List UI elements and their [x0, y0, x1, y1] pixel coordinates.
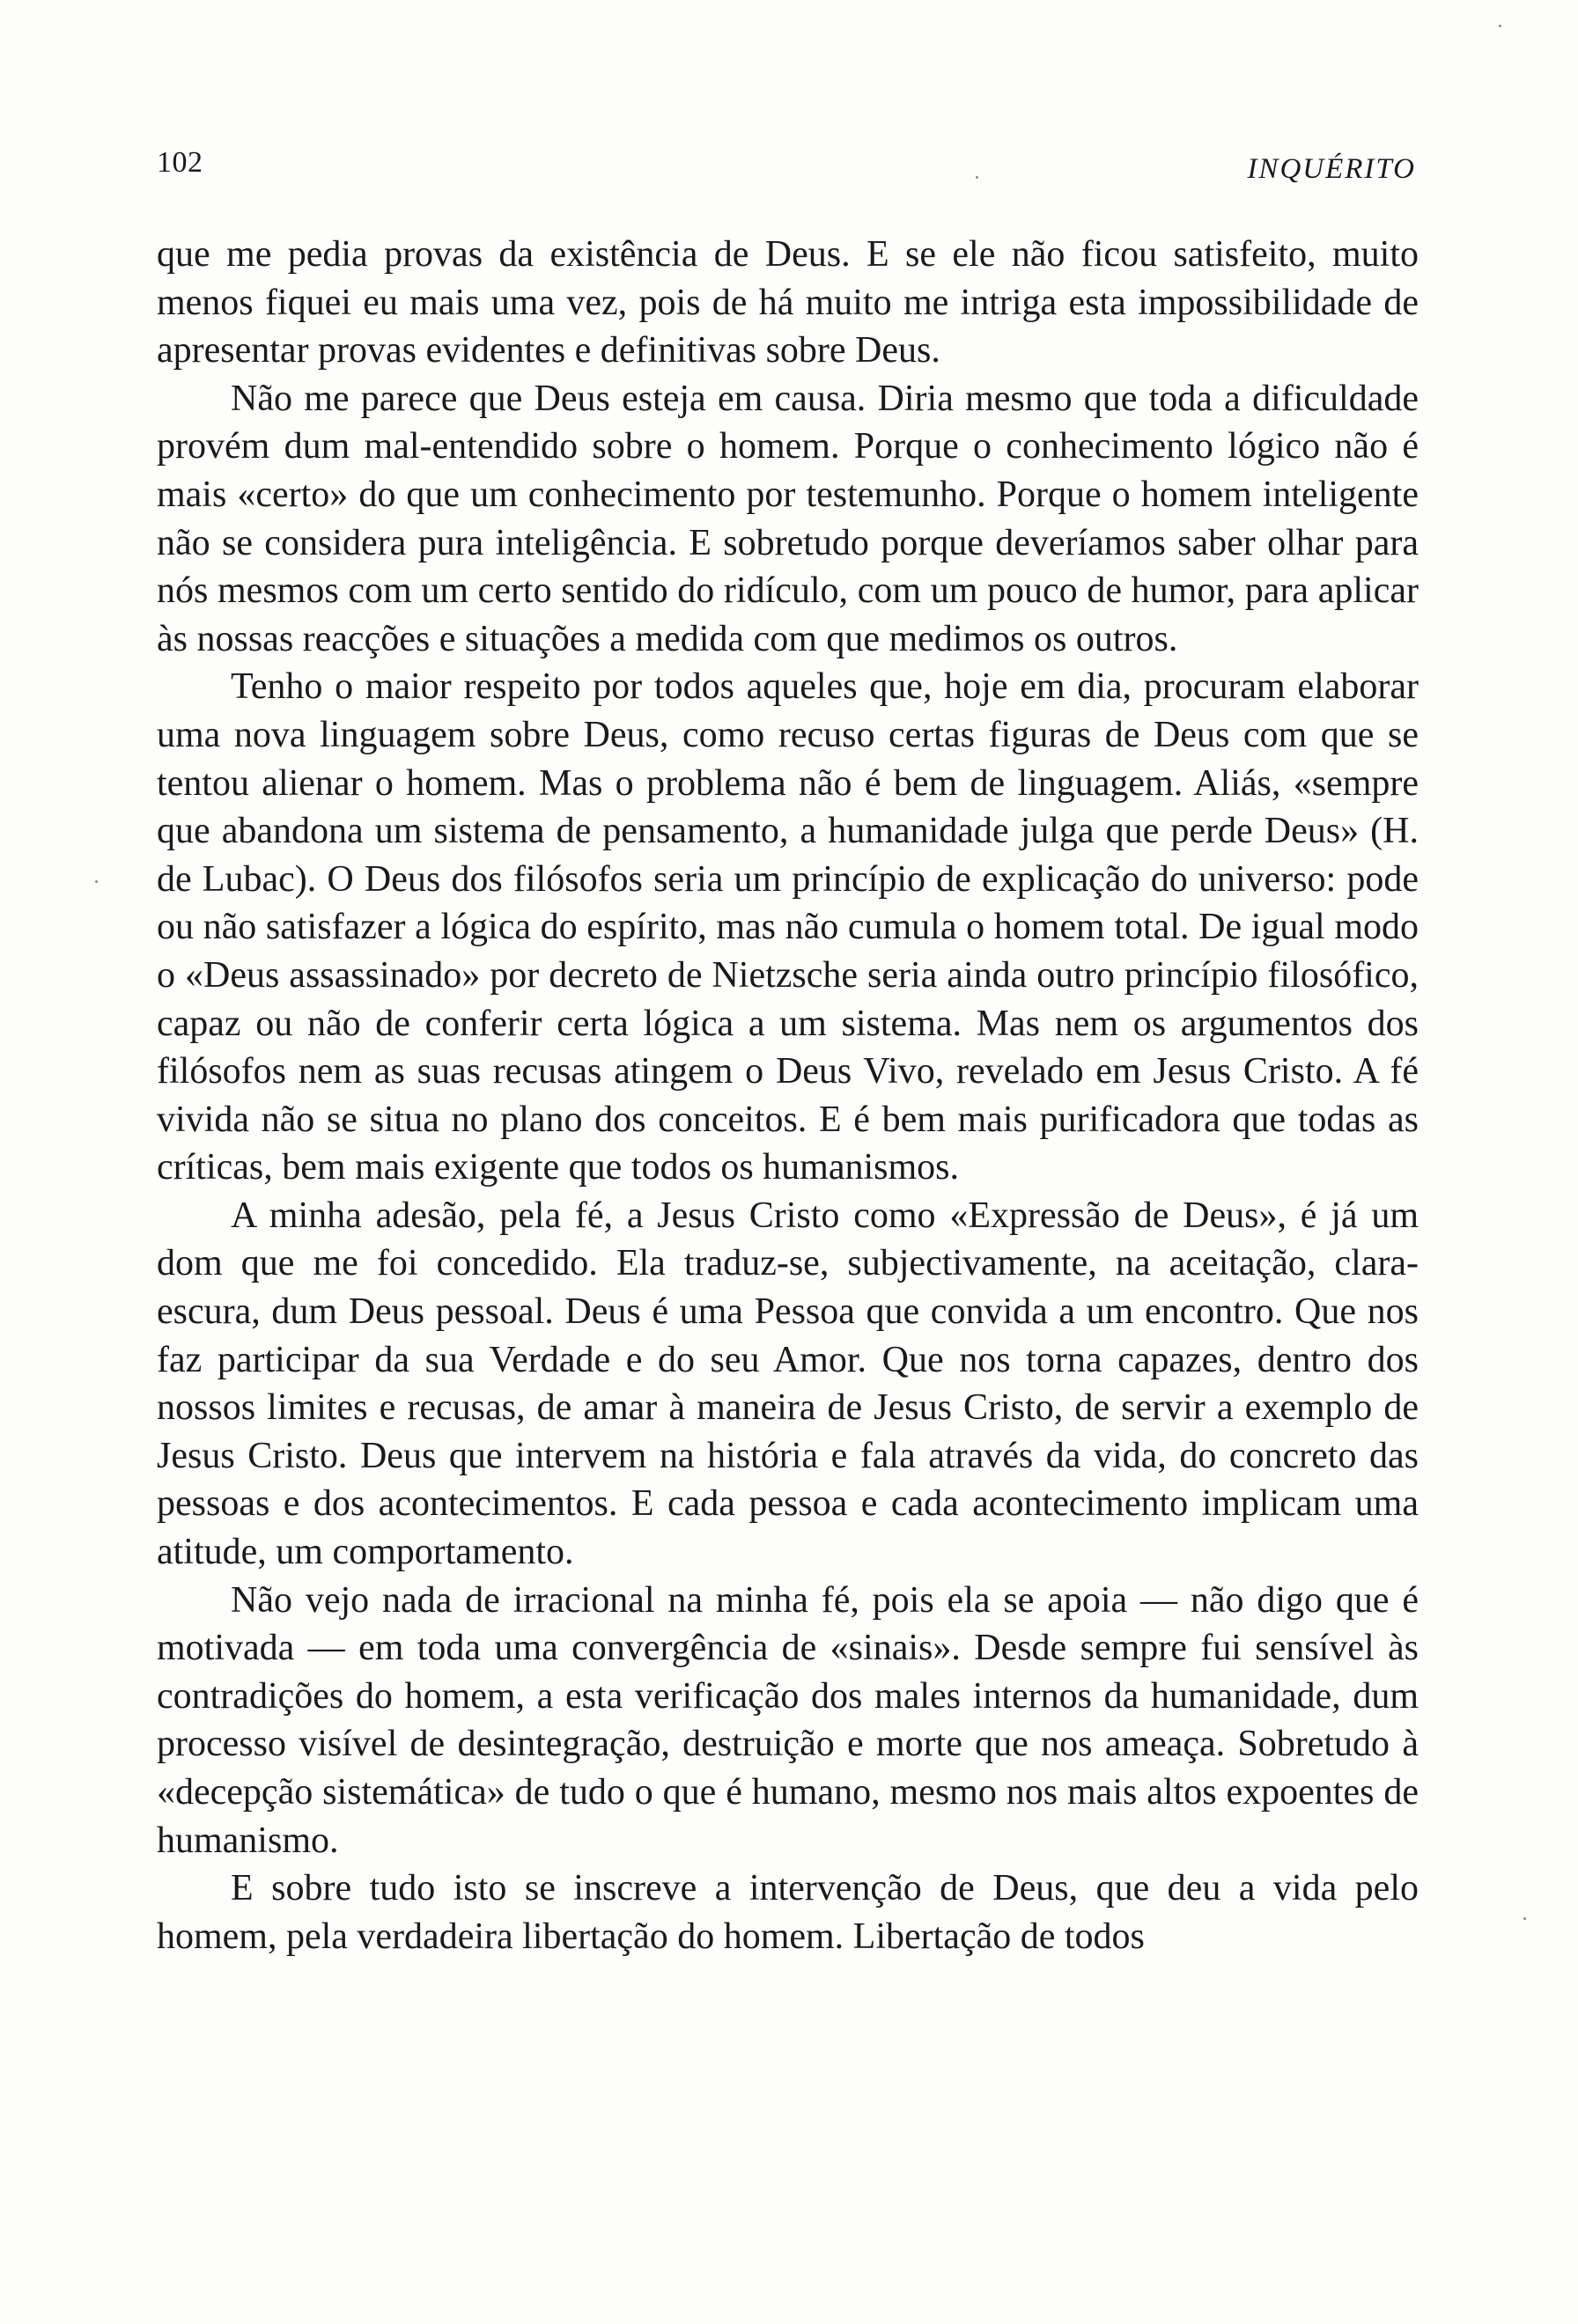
page-number: 102 — [157, 146, 203, 179]
paragraph-3: Tenho o maior respeito por todos aqueles que, hoje em dia, procuram elaborar uma nova linguagem sobre Deus, como recuso certas figuras de Deus com que se tentou alienar o homem. Mas o problema não é bem de linguagem. Aliás, «sempre que abandona um sistema de pensamento, a humanidade julga que perde Deus» (H. de Lubac). O Deus dos filósofos seria um princípio de explicação do universo: pode ou não satisfazer a lógica do espírito, mas não cumula o homem total. De igual modo o «Deus assassinado» por decreto de Nietzsche seria ainda outro princípio filosófico, capaz ou não de conferir certa lógica a um sistema. Mas nem os argumentos dos filósofos nem as suas recusas atingem o Deus Vivo, revelado em Jesus Cristo. A fé vivida não se situa no plano dos conceitos. E é bem mais purificadora que todas as críticas, bem mais exigente que todos os humanismos. — [157, 666, 1419, 1188]
running-head: INQUÉRITO — [1247, 153, 1416, 185]
scan-speck — [976, 176, 978, 179]
paragraph-5: Não vejo nada de irracional na minha fé, pois ela se apoia — não digo que é motivada — em toda uma convergência de «sinais». Desde sempre fui sensível às contradições do homem, a esta verificação dos males internos da humanidade, dum processo visível de desintegração, destruição e morte que nos ameaça. Sobretudo à «decepção sistemática» de tudo o que é humano, mesmo nos mais altos expoentes de humanismo. — [157, 1579, 1419, 1861]
body-text — [157, 231, 1419, 1960]
paragraph-2: Não me parece que Deus esteja em causa. Diria mesmo que toda a dificuldade provém dum mal-entendido sobre o homem. Porque o conhecimento lógico não é mais «certo» do que um conhecimento por testemunho. Porque o homem inteligente não se considera pura inteligência. E sobretudo porque deveríamos saber olhar para nós mesmos com um certo sentido do ridículo, com um pouco de humor, para aplicar às nossas reacções e situações a medida com que medimos os outros. — [157, 378, 1419, 659]
paragraph-6: E sobre tudo isto se inscreve a intervenção de Deus, que deu a vida pelo homem, pela verdadeira libertação do homem. Libertação de todos — [157, 1868, 1419, 1957]
scan-speck — [1523, 1917, 1526, 1920]
paragraph-4: A minha adesão, pela fé, a Jesus Cristo como «Expressão de Deus», é já um dom que me foi concedido. Ela traduz-se, subjectivamente, na aceitação, clara-escura, dum Deus pessoal. Deus é uma Pessoa que convida a um encontro. Que nos faz participar da sua Verdade e do seu Amor. Que nos torna capazes, dentro dos nossos limites e recusas, de amar à maneira de Jesus Cristo, de servir a exemplo de Jesus Cristo. Deus que intervem na história e fala através da vida, do concreto das pessoas e dos acontecimentos. E cada pessoa e cada acontecimento implicam uma atitude, um comportamento. — [157, 1195, 1419, 1573]
scan-speck — [95, 880, 98, 883]
scan-speck — [1499, 25, 1501, 27]
paragraph-1: que me pedia provas da existência de Deus. E se ele não ficou satisfeito, muito menos fiquei eu mais uma vez, pois de há muito me intriga esta impossibilidade de apresentar provas evidentes e definitivas sobre Deus. — [157, 234, 1419, 371]
